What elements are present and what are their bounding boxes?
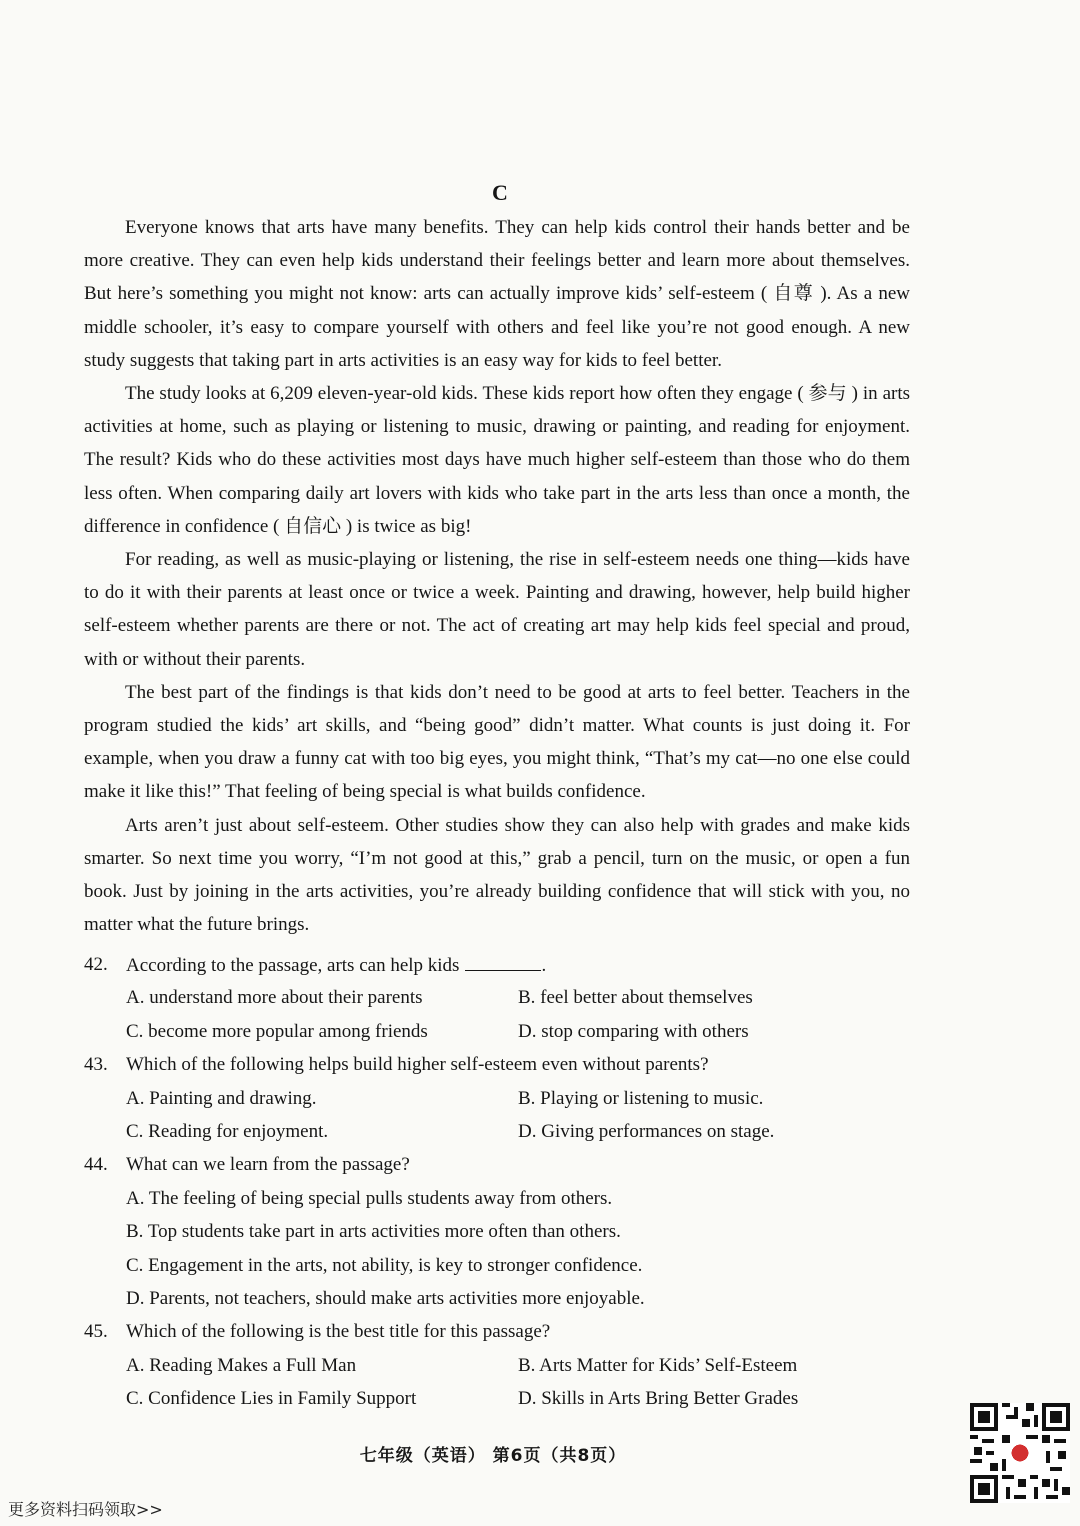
option-c: C. Engagement in the arts, not ability, is key to stronger confidence.: [126, 1254, 643, 1276]
paragraph-2: The study looks at 6,209 eleven-year-old kids. These kids report how often they engage ( 参与 ) in arts activities at home, such as playing or listening to music, drawing or painting, and reading for enjoyment. The result? Kids who do these activities most days have much higher self-esteem than those who do them less often. When comparing daily art lovers with kids who take part in the arts less than once a month, the difference in confidence ( 自信心 ) is twice as big!: [84, 383, 910, 537]
option-b: B. Arts Matter for Kids’ Self-Esteem: [518, 1354, 798, 1376]
page-footer: 七年级（英语） 第6页（共8页）: [359, 1446, 627, 1466]
option-c: C. Confidence Lies in Family Support: [126, 1388, 417, 1410]
question-number: 45.: [84, 1321, 108, 1343]
paragraph-3: For reading, as well as music-playing or listening, the rise in self-esteem needs one thing—kids have to do it with their parents at least once or twice a week. Painting and drawing, however, help build higher self-esteem whether parents are there or not. The act of creating art may help kids feel special and proud, with or without their parents.: [84, 549, 910, 670]
option-d: D. Parents, not teachers, should make arts activities more enjoyable.: [126, 1287, 645, 1309]
qr-code-icon[interactable]: [970, 1403, 1070, 1503]
paragraph-1: Everyone knows that arts have many benefits. They can help kids control their hands better and be more creative. They can even help kids understand their feelings better and learn more about themselves. But here’s something you might not know: arts can actually improve kids’ self-esteem ( 自尊 ). As a new middle schooler, it’s easy to compare yourself with others and feel like you’re not good enough. A new study suggests that taking part in arts activities is an easy way for kids to feel better.: [84, 217, 910, 371]
option-b: B. Playing or listening to music.: [518, 1087, 764, 1109]
questions: [84, 948, 914, 1415]
option-a: A. The feeling of being special pulls students away from others.: [126, 1187, 613, 1209]
question-44: [84, 1148, 914, 1315]
question-stem: According to the passage, arts can help kids .: [126, 948, 546, 981]
paragraph-4: The best part of the findings is that kids don’t need to be good at arts to feel better. Teachers in the program studied the kids’ art skills, and “being good” didn’t matter. What counts is just doing it. For example, when you draw a funny cat with too big eyes, you might think, “That’s my cat—no one else could make it like this!” That feeling of being special is what builds confidence.: [84, 681, 910, 803]
passage: [84, 211, 910, 941]
answer-blank: [465, 948, 541, 971]
section-letter: C: [492, 180, 508, 205]
option-a: A. Reading Makes a Full Man: [126, 1354, 357, 1376]
option-b: B. Top students take part in arts activities more often than others.: [126, 1221, 621, 1243]
paragraph-5: Arts aren’t just about self-esteem. Other studies show they can also help with grades and make kids smarter. So next time you worry, “I’m not good at this,” grab a pencil, turn on the music, or open a fun book. Just by joining in the arts activities, you’re already building confidence that will stick with you, no matter what the future brings.: [84, 814, 910, 936]
question-stem: What can we learn from the passage?: [126, 1154, 410, 1176]
option-d: D. Giving performances on stage.: [518, 1120, 775, 1142]
option-a: A. Painting and drawing.: [126, 1087, 317, 1109]
option-d: D. stop comparing with others: [518, 1020, 749, 1042]
question-stem: Which of the following is the best title for this passage?: [126, 1321, 551, 1343]
question-number: 42.: [84, 954, 108, 975]
option-c: C. become more popular among friends: [126, 1020, 428, 1042]
question-42: [84, 948, 914, 1048]
question-number: 44.: [84, 1154, 108, 1176]
question-43: [84, 1048, 914, 1148]
option-a: A. understand more about their parents: [126, 987, 423, 1009]
option-b: B. feel better about themselves: [518, 987, 753, 1009]
question-number: 43.: [84, 1054, 108, 1076]
promo-text[interactable]: 更多资料扫码领取>>: [8, 1500, 163, 1519]
option-d: D. Skills in Arts Bring Better Grades: [518, 1388, 799, 1410]
question-45: [84, 1315, 914, 1415]
option-c: C. Reading for enjoyment.: [126, 1120, 329, 1142]
question-stem: Which of the following helps build higher self-esteem even without parents?: [126, 1054, 709, 1076]
